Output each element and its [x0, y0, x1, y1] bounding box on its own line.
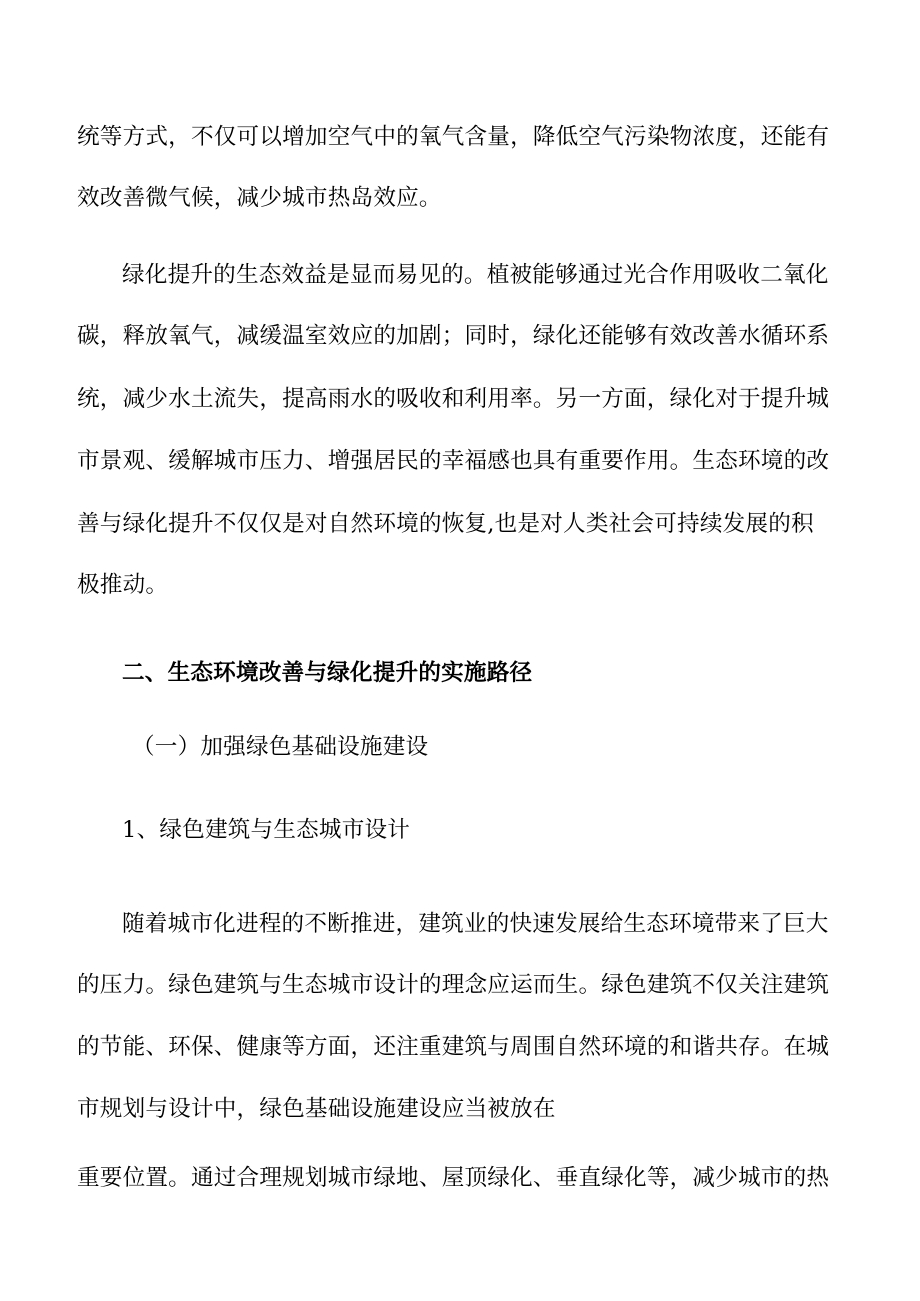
subsection-heading: （一）加强绿色基础设施建设	[132, 734, 429, 760]
paragraph-2-line-4: 市景观、缓解城市压力、增强居民的幸福感也具有重要作用。生态环境的改	[77, 448, 830, 474]
paragraph-2-line-5: 善与绿化提升不仅仅是对自然环境的恢复,也是对人类社会可持续发展的积	[77, 511, 814, 537]
paragraph-2-line-6: 极推动。	[77, 572, 169, 598]
paragraph-3-line-2: 的压力。绿色建筑与生态城市设计的理念应运而生。绿色建筑不仅关注建筑	[77, 972, 830, 998]
section-heading: 二、生态环境改善与绿化提升的实施路径	[122, 660, 533, 686]
paragraph-3-line-1: 随着城市化进程的不断推进，建筑业的快速发展给生态环境带来了巨大	[122, 911, 829, 937]
paragraph-4-line-1: 重要位置。通过合理规划城市绿地、屋顶绿化、垂直绿化等，减少城市的热	[77, 1165, 830, 1191]
paragraph-3-line-3: 的节能、环保、健康等方面，还注重建筑与周围自然环境的和谐共存。在城	[77, 1034, 830, 1060]
item-heading: 1、绿色建筑与生态城市设计	[122, 817, 411, 843]
paragraph-2-line-1: 绿化提升的生态效益是显而易见的。植被能够通过光合作用吸收二氧化	[122, 262, 829, 288]
paragraph-2-line-3: 统，减少水土流失，提高雨水的吸收和利用率。另一方面，绿化对于提升城	[77, 386, 830, 412]
paragraph-1-line-2: 效改善微气候，减少城市热岛效应。	[77, 185, 442, 211]
paragraph-2-line-2: 碳，释放氧气，减缓温室效应的加剧；同时，绿化还能够有效改善水循环系	[77, 323, 830, 349]
paragraph-1-line-1: 统等方式，不仅可以增加空气中的氧气含量，降低空气污染物浓度，还能有	[77, 124, 830, 150]
paragraph-3-line-4: 市规划与设计中，绿色基础设施建设应当被放在	[77, 1096, 556, 1122]
